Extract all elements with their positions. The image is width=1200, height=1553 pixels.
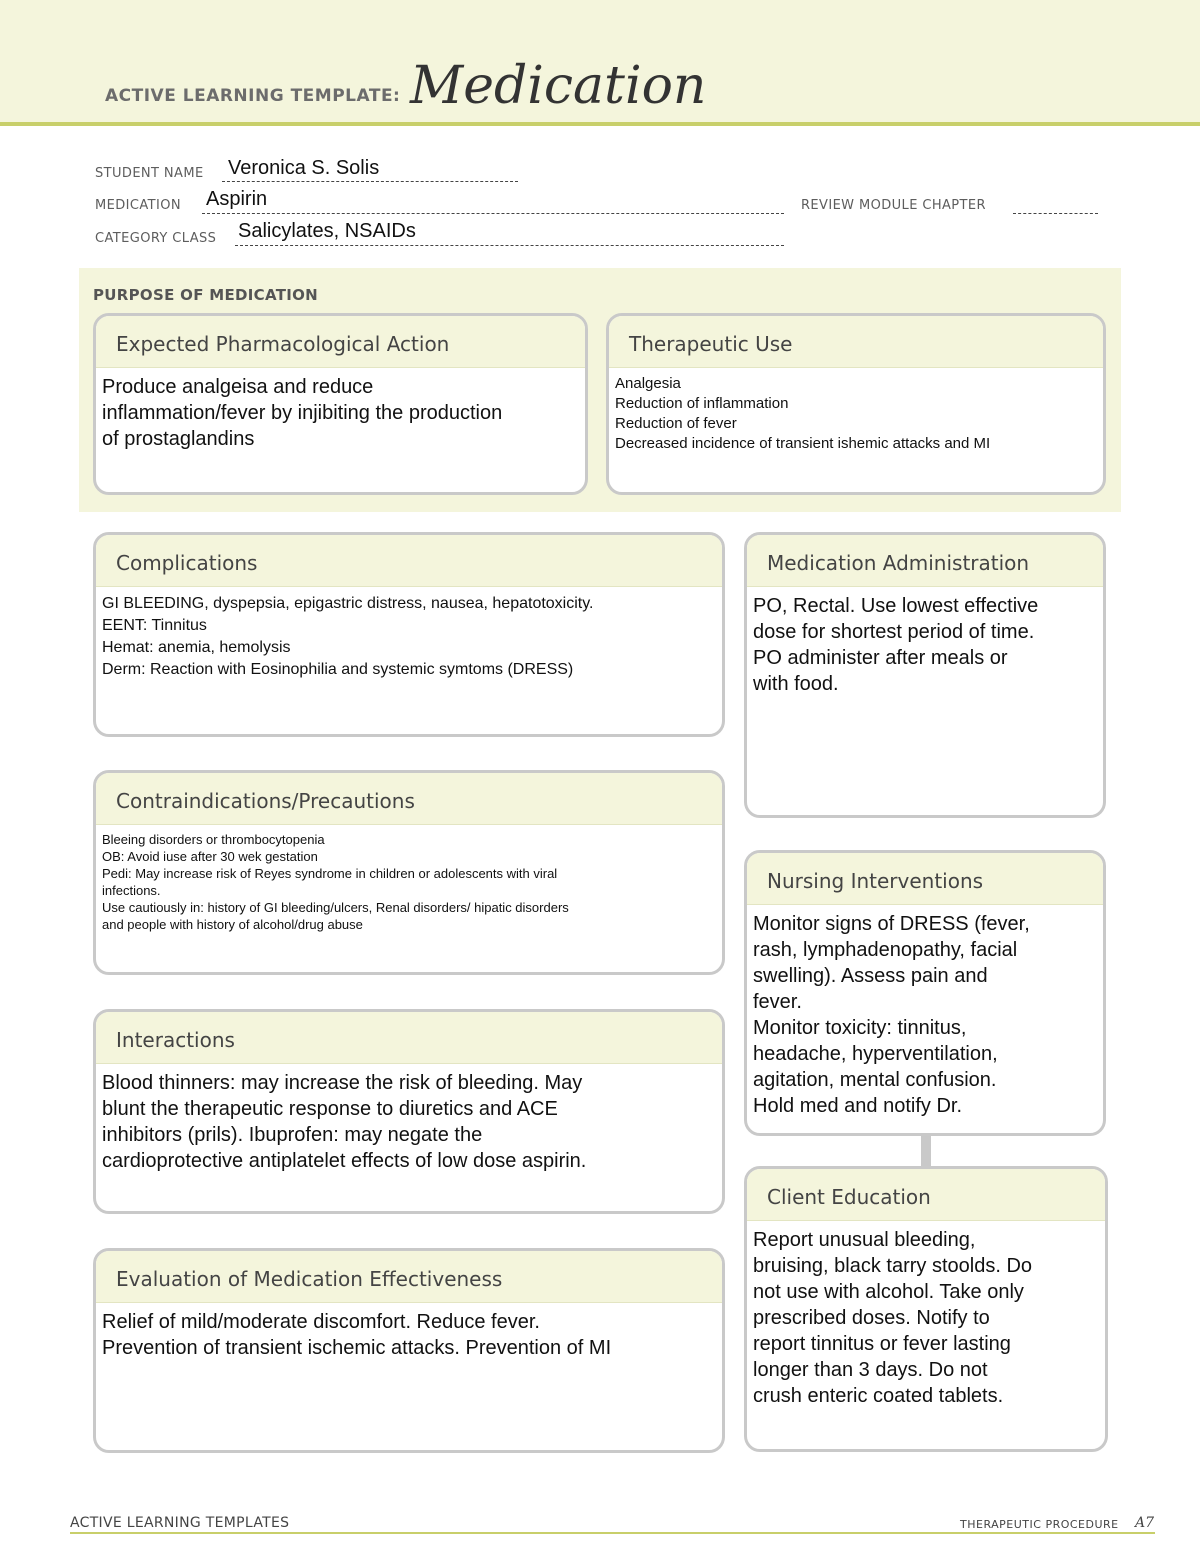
footer-left-label: ACTIVE LEARNING TEMPLATES (70, 1515, 290, 1531)
interactions-title: Interactions (96, 1012, 722, 1064)
client-education-line: longer than 3 days. Do not (753, 1359, 988, 1381)
administration-line: with food. (753, 673, 839, 695)
client-education-box (744, 1166, 1108, 1452)
expected-action-line: inflammation/fever by injibiting the production (102, 402, 503, 424)
therapeutic-use-line: Reduction of inflammation (615, 395, 789, 412)
therapeutic-use-line: Reduction of fever (615, 415, 737, 432)
evaluation-box (93, 1248, 725, 1453)
therapeutic-use-line: Decreased incidence of transient ishemic attacks and MI (615, 435, 991, 452)
expected-action-line: of prostaglandins (102, 428, 255, 450)
complications-line: EENT: Tinnitus (102, 617, 207, 634)
nursing-interventions-line: fever. (753, 991, 802, 1013)
complications-title: Complications (96, 535, 722, 587)
interactions-body (96, 1064, 722, 1174)
nursing-interventions-title: Nursing Interventions (747, 853, 1103, 905)
nursing-interventions-line: Monitor signs of DRESS (fever, (753, 913, 1030, 935)
complications-body (96, 587, 722, 681)
review-module-field[interactable] (1013, 213, 1098, 214)
nursing-interventions-line: Monitor toxicity: tinnitus, (753, 1017, 967, 1039)
template-label: ACTIVE LEARNING TEMPLATE: (105, 86, 401, 106)
complications-line: Derm: Reaction with Eosinophilia and systemic symtoms (DRESS) (102, 661, 574, 678)
expected-action-body (96, 368, 585, 452)
evaluation-line: Relief of mild/moderate discomfort. Reduce fever. (102, 1311, 540, 1333)
administration-line: PO, Rectal. Use lowest effective (753, 595, 1039, 617)
nursing-interventions-line: swelling). Assess pain and (753, 965, 988, 987)
evaluation-body (96, 1303, 722, 1361)
client-education-title: Client Education (747, 1169, 1105, 1221)
expected-action-title: Expected Pharmacological Action (96, 316, 585, 368)
contraindications-line: and people with history of alcohol/drug abuse (102, 917, 363, 932)
interactions-line: inhibitors (prils). Ibuprofen: may negate the (102, 1124, 483, 1146)
medication-line (202, 213, 784, 214)
page-title: Medication (410, 56, 707, 116)
complications-box (93, 532, 725, 737)
review-module-label: REVIEW MODULE CHAPTER (801, 198, 986, 213)
student-name-line (222, 181, 518, 182)
nursing-interventions-line: agitation, mental confusion. (753, 1069, 997, 1091)
contraindications-title: Contraindications/Precautions (96, 773, 722, 825)
footer-right-label: THERAPEUTIC PROCEDURE (960, 1518, 1119, 1531)
administration-line: dose for shortest period of time. (753, 621, 1035, 643)
medication-label: MEDICATION (95, 198, 181, 213)
client-education-line: report tinnitus or fever lasting (753, 1333, 1011, 1355)
contraindications-line: Pedi: May increase risk of Reyes syndrome in children or adolescents with viral (102, 866, 558, 881)
complications-line: GI BLEEDING, dyspepsia, epigastric distress, nausea, hepatotoxicity. (102, 595, 594, 612)
client-education-line: bruising, black tarry stoolds. Do (753, 1255, 1033, 1277)
footer-page-number: A7 (1135, 1515, 1155, 1531)
therapeutic-use-title: Therapeutic Use (609, 316, 1103, 368)
category-class-line (235, 245, 784, 246)
contraindications-body (96, 825, 722, 933)
expected-action-line: Produce analgeisa and reduce (102, 376, 374, 398)
administration-line: PO administer after meals or (753, 647, 1008, 669)
contraindications-box (93, 770, 725, 975)
student-name-label: STUDENT NAME (95, 166, 204, 181)
nursing-interventions-line: headache, hyperventilation, (753, 1043, 998, 1065)
nursing-interventions-line: Hold med and notify Dr. (753, 1095, 962, 1117)
nursing-interventions-body (747, 905, 1103, 1119)
administration-title: Medication Administration (747, 535, 1103, 587)
contraindications-line: infections. (102, 883, 161, 898)
therapeutic-use-line: Analgesia (615, 375, 681, 392)
complications-line: Hemat: anemia, hemolysis (102, 639, 291, 656)
client-education-body (747, 1221, 1105, 1409)
expected-action-box (93, 313, 588, 495)
interactions-box (93, 1009, 725, 1214)
header-rule (0, 122, 1200, 126)
evaluation-title: Evaluation of Medication Effectiveness (96, 1251, 722, 1303)
interactions-line: Blood thinners: may increase the risk of bleeding. May (102, 1072, 583, 1094)
purpose-title: PURPOSE OF MEDICATION (93, 286, 319, 304)
contraindications-line: Bleeing disorders or thrombocytopenia (102, 832, 325, 847)
contraindications-line: Use cautiously in: history of GI bleeding/ulcers, Renal disorders/ hipatic disorders (102, 900, 569, 915)
interactions-line: cardioprotective antiplatelet effects of low dose aspirin. (102, 1150, 587, 1172)
evaluation-line: Prevention of transient ischemic attacks. Prevention of MI (102, 1337, 612, 1359)
nursing-interventions-line: rash, lymphadenopathy, facial (753, 939, 1018, 961)
client-education-line: Report unusual bleeding, (753, 1229, 976, 1251)
therapeutic-use-body (609, 368, 1103, 454)
connector-bar (921, 1134, 931, 1166)
category-class-field[interactable]: Salicylates, NSAIDs (238, 220, 416, 242)
client-education-line: not use with alcohol. Take only (753, 1281, 1024, 1303)
nursing-interventions-box (744, 850, 1106, 1136)
contraindications-line: OB: Avoid iuse after 30 wek gestation (102, 849, 318, 864)
client-education-line: prescribed doses. Notify to (753, 1307, 990, 1329)
student-name-field[interactable]: Veronica S. Solis (228, 157, 380, 179)
interactions-line: blunt the therapeutic response to diuretics and ACE (102, 1098, 558, 1120)
administration-box (744, 532, 1106, 818)
therapeutic-use-box (606, 313, 1106, 495)
administration-body (747, 587, 1103, 697)
medication-field[interactable]: Aspirin (206, 188, 268, 210)
footer-rule (70, 1532, 1155, 1534)
client-education-line: crush enteric coated tablets. (753, 1385, 1004, 1407)
category-class-label: CATEGORY CLASS (95, 231, 217, 246)
